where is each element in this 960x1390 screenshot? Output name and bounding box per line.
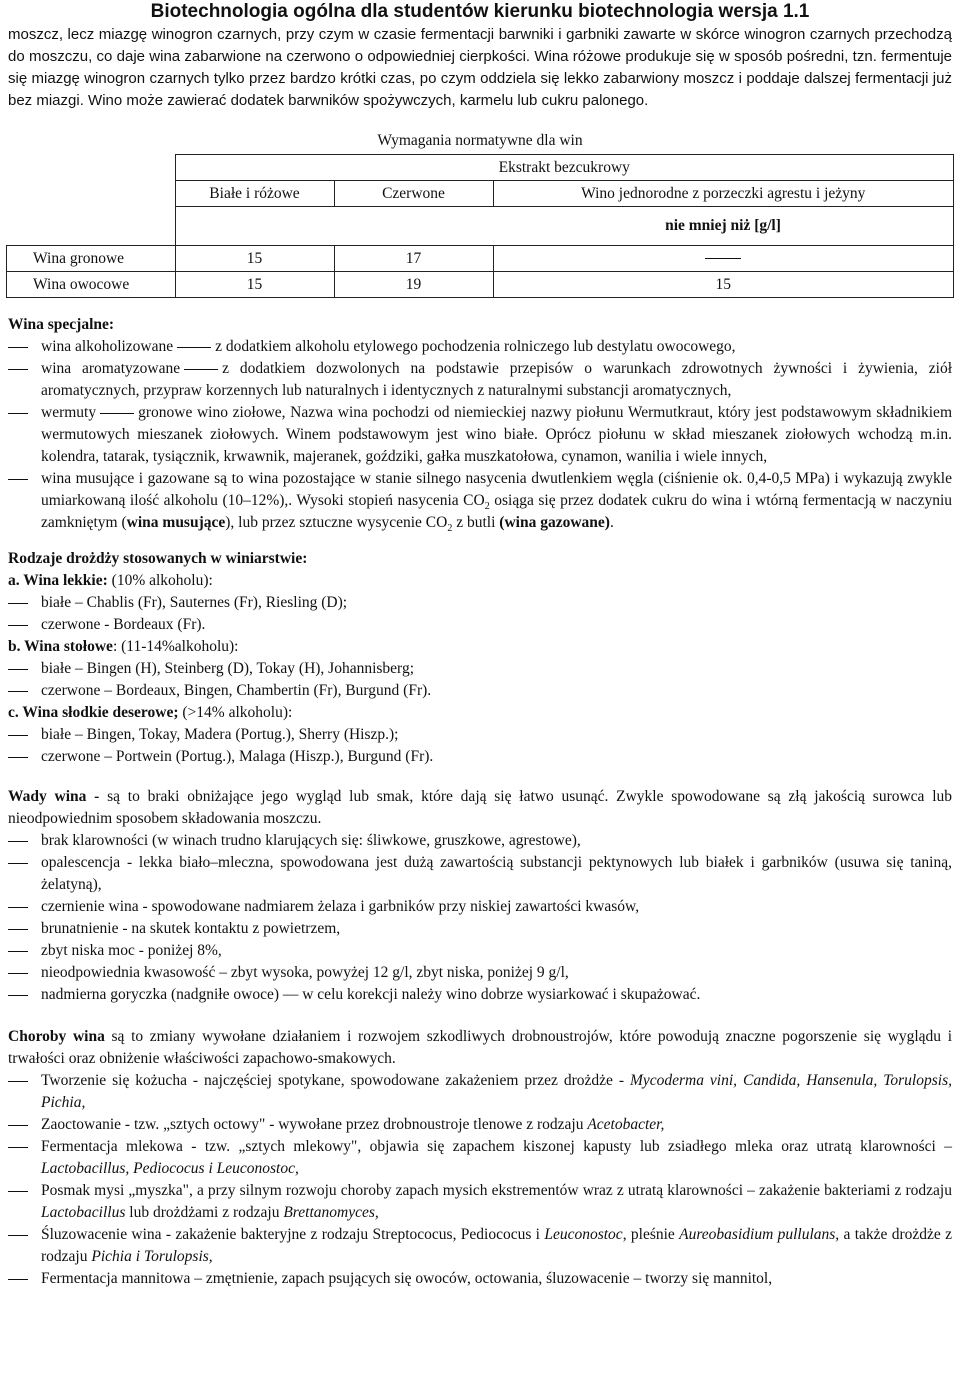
defects-list	[8, 830, 952, 1006]
yeast-group-b: b. Wina stołowe: (11-14%alkoholu):	[8, 638, 239, 655]
table-cell: 15	[493, 272, 954, 298]
list-item: Posmak mysi „myszka", a przy silnym rozwoju choroby zapach mysich ekstrementów wraz z utratą klarowności – zakażenie bakteriami z rodzaju Lactobacillus lub drożdżami z rodzaju Brettanomyces,	[8, 1180, 952, 1224]
list-item: Fermentacja mlekowa - tzw. „sztych mlekowy", objawia się zapachem kiszonej kapusty lub zsiadłego mleka oraz utratą klarowności – Lactobacillus, Pediococus i Leuconostoc,	[8, 1136, 952, 1180]
list-item: wina musujące i gazowane są to wina pozostające w stanie silnego nasycenia dwutlenkiem węgla (ciśnienie ok. 0,4-0,5 MPa) i wykazują zwykle umiarkowaną ilość alkoholu (10–12%),. Wysoki stopień nasycenia $CO_2$ osiąga się przez dodatek cukru do wina i wtórną fermentacją w naczyniu zamkniętym (wina musujące), lub przez sztuczne wysycenie $CO_2$ z butli (wina gazowane).	[8, 468, 952, 534]
table-cell-dash	[493, 246, 954, 272]
norms-table-section	[8, 128, 952, 298]
special-wines-list	[8, 336, 952, 534]
table-col-fruit: Wino jednorodne z porzeczki agrestu i jeżyny	[493, 181, 954, 207]
list-item: czerwone - Bordeaux (Fr).	[8, 614, 952, 636]
list-item: czerwone – Portwein (Portug.), Malaga (Hiszp.), Burgund (Fr).	[8, 746, 952, 768]
yeast-group-a: a. Wina lekkie: (10% alkoholu):	[8, 572, 213, 589]
list-item: czernienie wina - spowodowane nadmiarem żelaza i garbników przy niskiej zawartości kwasów,	[8, 896, 952, 918]
list-item: wermuty gronowe wino ziołowe, Nazwa wina pochodzi od niemieckiej nazwy piołunu Wermutkraut, który jest podstawowym składnikiem wermutowych mieszanek ziołowych. Winem podstawowym jest wino białe. Oprócz piołunu w skład mieszanek ziołowych wchodzą m.in. kolendra, tatarak, tysiącznik, krwawnik, majeranek, goździki, gałka muszkatołowa, cynamon, wanilia i wiele innych,	[8, 402, 952, 468]
list-item: czerwone – Bordeaux, Bingen, Chambertin (Fr), Burgund (Fr).	[8, 680, 952, 702]
list-item: brunatnienie - na skutek kontaktu z powietrzem,	[8, 918, 952, 940]
list-item: Zaoctowanie - tzw. „sztych octowy" - wywołane przez drobnoustroje tlenowe z rodzaju Acetobacter,	[8, 1114, 952, 1136]
list-item: nadmierna goryczka (nadgniłe owoce) — w celu korekcji należy wino dobrze wysiarkować i skupażować.	[8, 984, 952, 1006]
table-group-header: Ekstrakt bezcukrowy	[175, 155, 954, 181]
table-unit: nie mniej niż [g/l]	[493, 207, 954, 246]
table-cell: 15	[175, 246, 334, 272]
table-corner	[7, 155, 176, 246]
table-unit-empty-2	[334, 207, 493, 246]
defects-intro: Wady wina - są to braki obniżające jego wygląd lub smak, które dają się łatwo usunąć. Zwykle spowodowane są złą jakością surowca lub nieodpowiednim sposobem składowania moszczu.	[8, 788, 953, 827]
table-cell: Wina gronowe	[7, 246, 176, 272]
dash-mark	[705, 258, 741, 259]
table-col-white: Białe i różowe	[175, 181, 334, 207]
yeast-list-b	[8, 658, 952, 702]
table-row	[7, 246, 954, 272]
yeasts-heading: Rodzaje drożdży stosowanych w winiarstwie:	[8, 550, 308, 567]
list-item: zbyt niska moc - poniżej 8%,	[8, 940, 952, 962]
yeast-list-c	[8, 724, 952, 768]
list-item: białe – Bingen (H), Steinberg (D), Tokay (H), Johannisberg;	[8, 658, 952, 680]
list-item: brak klarowności (w winach trudno klarujących się: śliwkowe, gruszkowe, agrestowe),	[8, 830, 952, 852]
document-page	[8, 0, 952, 1290]
list-item: wina aromatyzowane z dodatkiem dozwolonych na podstawie przepisów o warunkach zdrowotnych żywności i żywienia, ziół aromatycznych, przypraw korzennych lub naturalnych i identycznych z naturalnymi substancji aromatycznych,	[8, 358, 952, 402]
special-wines-heading: Wina specjalne:	[8, 316, 115, 333]
list-item: białe – Bingen, Tokay, Madera (Portug.), Sherry (Hiszp.);	[8, 724, 952, 746]
list-item: Śluzowacenie wina - zakażenie bakteryjne z rodzaju Streptococus, Pediococus i Leuconostoc, pleśnie Aureobasidium pullulans, a także drożdże z rodzaju Pichia i Torulopsis,	[8, 1224, 952, 1268]
table-cell: 19	[334, 272, 493, 298]
table-unit-empty-1	[175, 207, 334, 246]
intro-paragraph: moszcz, lecz miazgę winogron czarnych, przy czym w czasie fermentacji barwniki i garbniki zawarte w skórce winogron czarnych przechodzą do moszczu, co daje wina zabarwione na czerwono o odpowiedniej cierpkości. Wina różowe produkuje się w sposób pośredni, tzn. fermentuje się miazgę winogron czarnych tylko przez bardzo krótki czas, po czym oddziela się lekko zabarwiony moszcz i poddaje dalszej fermentacji już bez miazgi. Wino może zawierać dodatek barwników spożywczych, karmelu lub cukru palonego.	[8, 26, 952, 109]
list-item: wina alkoholizowane z dodatkiem alkoholu etylowego pochodzenia rolniczego lub destylatu owocowego,	[8, 336, 952, 358]
table-caption: Wymagania normatywne dla win	[377, 132, 583, 149]
table-col-red: Czerwone	[334, 181, 493, 207]
list-item: nieodpowiednia kwasowość – zbyt wysoka, powyżej 12 g/l, zbyt niska, poniżej 9 g/l,	[8, 962, 952, 984]
table-row	[7, 272, 954, 298]
list-item: Tworzenie się kożucha - najczęściej spotykane, spowodowane zakażeniem przez drożdże - Mycoderma vini, Candida, Hansenula, Torulopsis, Pichia,	[8, 1070, 952, 1114]
table-cell: 15	[175, 272, 334, 298]
yeast-group-c: c. Wina słodkie deserowe; (>14% alkoholu):	[8, 704, 293, 721]
table-cell: 17	[334, 246, 493, 272]
yeast-list-a	[8, 592, 952, 636]
list-item: opalescencja - lekka biało–mleczna, spowodowana jest dużą zawartością substancji pektynowych lub białek i garbników (usuwa się taniną, żelatyną),	[8, 852, 952, 896]
list-item: Fermentacja mannitowa – zmętnienie, zapach psujących się owoców, octowania, śluzowacenie – tworzy się mannitol,	[8, 1268, 952, 1290]
list-item: białe – Chablis (Fr), Sauternes (Fr), Riesling (D);	[8, 592, 952, 614]
diseases-list	[8, 1070, 952, 1290]
page-title: Biotechnologia ogólna dla studentów kierunku biotechnologia wersja 1.1	[150, 1, 810, 22]
table-cell: Wina owocowe	[7, 272, 176, 298]
norms-table	[6, 154, 954, 298]
diseases-intro: Choroby wina są to zmiany wywołane działaniem i rozwojem szkodliwych drobnoustrojów, które powodują znaczne pogorszenie się wyglądu i trwałości oraz obniżenie właściwości zapachowo-smakowych.	[8, 1028, 953, 1067]
